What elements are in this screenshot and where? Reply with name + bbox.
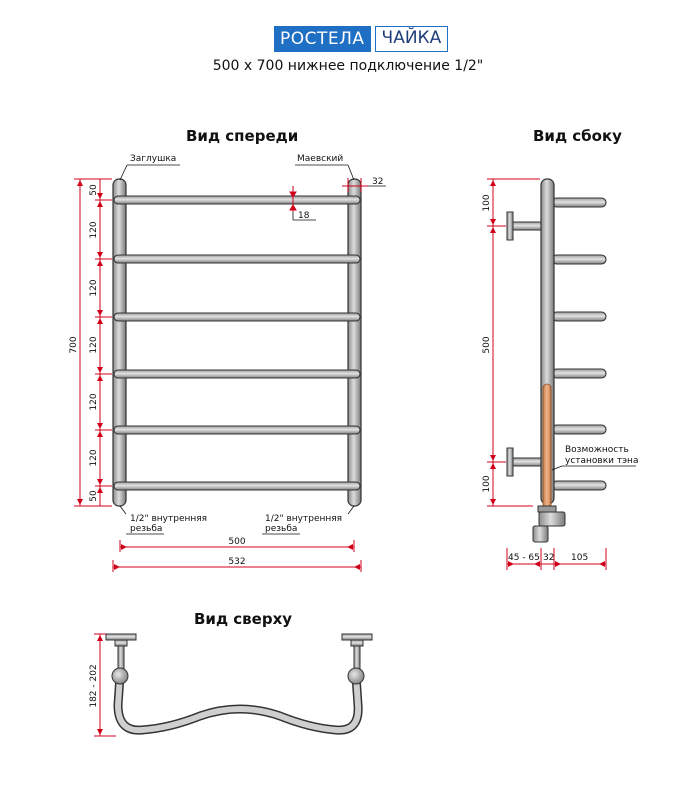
plug-label: Заглушка: [130, 154, 177, 164]
wall-distance-dim: 45 - 65: [508, 553, 540, 563]
thread-right-label-1: 1/2" внутренняя: [265, 514, 343, 524]
top-view-title: Вид сверху: [194, 610, 293, 628]
spacing-dim-4: 120: [89, 393, 99, 411]
thread-left-label-2: резьба: [130, 524, 163, 534]
side-top-offset-dim: 100: [482, 194, 492, 212]
heater-label-1: Возможность: [565, 445, 629, 455]
model-name: ЧАЙКА: [375, 26, 449, 52]
flange-left: [106, 634, 136, 640]
riser-section-right: [348, 668, 364, 684]
rung: [114, 196, 360, 204]
rung: [114, 426, 360, 434]
depth-dim: 105: [571, 553, 589, 563]
rung: [114, 482, 360, 490]
rung-diameter-dim: 18: [298, 211, 310, 221]
curved-rung-outline: [118, 676, 358, 730]
side-pipe-dim: 32: [543, 553, 555, 563]
pipe-diameter-dim: 32: [372, 177, 384, 187]
rung: [114, 255, 360, 263]
rung: [114, 370, 360, 378]
front-view: [69, 154, 386, 572]
spacing-dim-3: 120: [89, 336, 99, 354]
mayevsky-label: Маевский: [297, 154, 344, 164]
top-offset-dim: 50: [89, 184, 99, 196]
wall-bracket-top: [507, 212, 513, 240]
bottom-offset-dim: 50: [89, 490, 99, 502]
rung: [114, 313, 360, 321]
left-riser: [113, 179, 126, 506]
curved-rung: [118, 676, 358, 730]
brand-name: РОСТЕЛА: [274, 26, 371, 52]
right-riser: [348, 179, 361, 506]
side-view-title: Вид сбоку: [533, 127, 622, 145]
flange-right: [342, 634, 372, 640]
side-view: [482, 179, 638, 570]
top-view: [89, 634, 372, 736]
side-bottom-offset-dim: 100: [482, 475, 492, 493]
thread-right-label-2: резьба: [265, 524, 298, 534]
side-center-dim: 500: [482, 336, 492, 354]
product-subtitle: 500 х 700 нижнее подключение 1/2": [212, 58, 484, 74]
center-width-dim: 500: [228, 537, 246, 547]
heater-label-2: установки тэна: [565, 456, 639, 466]
bracket-arm-bottom: [513, 458, 541, 466]
spacing-dim-1: 120: [89, 221, 99, 239]
spacing-dim-2: 120: [89, 279, 99, 297]
total-height-dim: 700: [69, 336, 79, 354]
thread-left-label-1: 1/2" внутренняя: [130, 514, 208, 524]
heater-connector: [539, 512, 565, 526]
rungs: [114, 196, 360, 490]
riser-section-left: [112, 668, 128, 684]
total-width-dim: 532: [228, 557, 246, 567]
top-depth-dim: 182 - 202: [89, 664, 99, 708]
spacing-dim-5: 120: [89, 449, 99, 467]
heater-element: [543, 384, 551, 510]
front-view-title: Вид спереди: [186, 127, 299, 145]
bracket-arm-top: [513, 222, 541, 230]
wall-bracket-bottom: [507, 448, 513, 476]
